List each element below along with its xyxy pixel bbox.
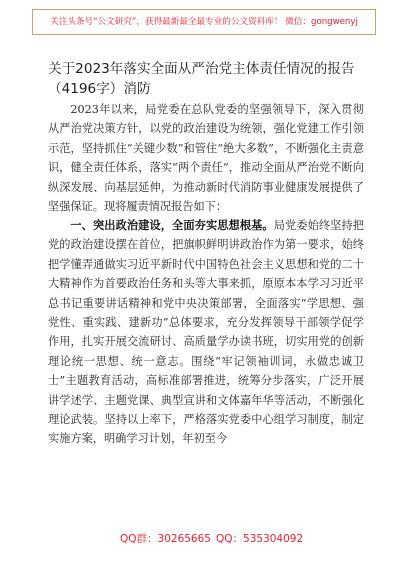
section-1-paragraph (48, 216, 364, 449)
document-title: 关于2023年落实全面从严治党主体责任情况的报告（4196字）消防 (48, 61, 355, 97)
intro-paragraph: 2023年以来，局党委在总队党委的坚强领导下，深入贯彻从严治党决策方针，以党的政治建设为统领，强化党建工作引领示范，坚持抓住“关键少数”和管住“绝大多数”，不断强化主责意识，健全责任体系，落实“两个责任”，推动全面从严治党不断向纵深发展、向基层延伸，为推动新时代消防事业健康发展提供了坚强保证。现将履责情况报告如下： (48, 103, 364, 214)
footer-qq-link[interactable]: QQ：535304092 (216, 533, 304, 545)
footer-contact (0, 529, 408, 549)
section-1-body: 局党委始终坚持把党的政治建设摆在首位，把旗帜鲜明讲政治作为第一要求，始终把学懂弄通做实习近平新时代中国特色社会主义思想和党的二十大精神作为首要政治任务和头等大事来抓，原原本本学习习近平总书记重要讲话精神和党中央决策部署，全面落实“学思想、强党性、重实践、建新功”总体要求，充分发挥领导干部领学促学作用，扎实开展交流研讨、高质量学办读书班，切实用党的创新理论统一思想、统一意志。围绕“牢记领袖训词，永做忠诚卫士”主题教育活动，高标准部署推进，统筹分步落实，广泛开展讲学述学、主题党课、典型宣讲和文体嘉年华等活动，不断强化理论武装。坚持以上率下，严格落实党委中心组学习制度，制定实施方案，明确学习计划，年初至今 (48, 219, 364, 446)
section-1-heading: 一、突出政治建设，全面夯实思想根基。 (70, 219, 274, 232)
footer-qq-group-link[interactable]: QQ群：30265665 (120, 533, 211, 545)
header-banner[interactable] (32, 9, 376, 35)
header-banner-text: 关注头条号“公文研究”，获得最新最全最专业的公文资料库！ 微信：gongwenyj (50, 17, 358, 27)
